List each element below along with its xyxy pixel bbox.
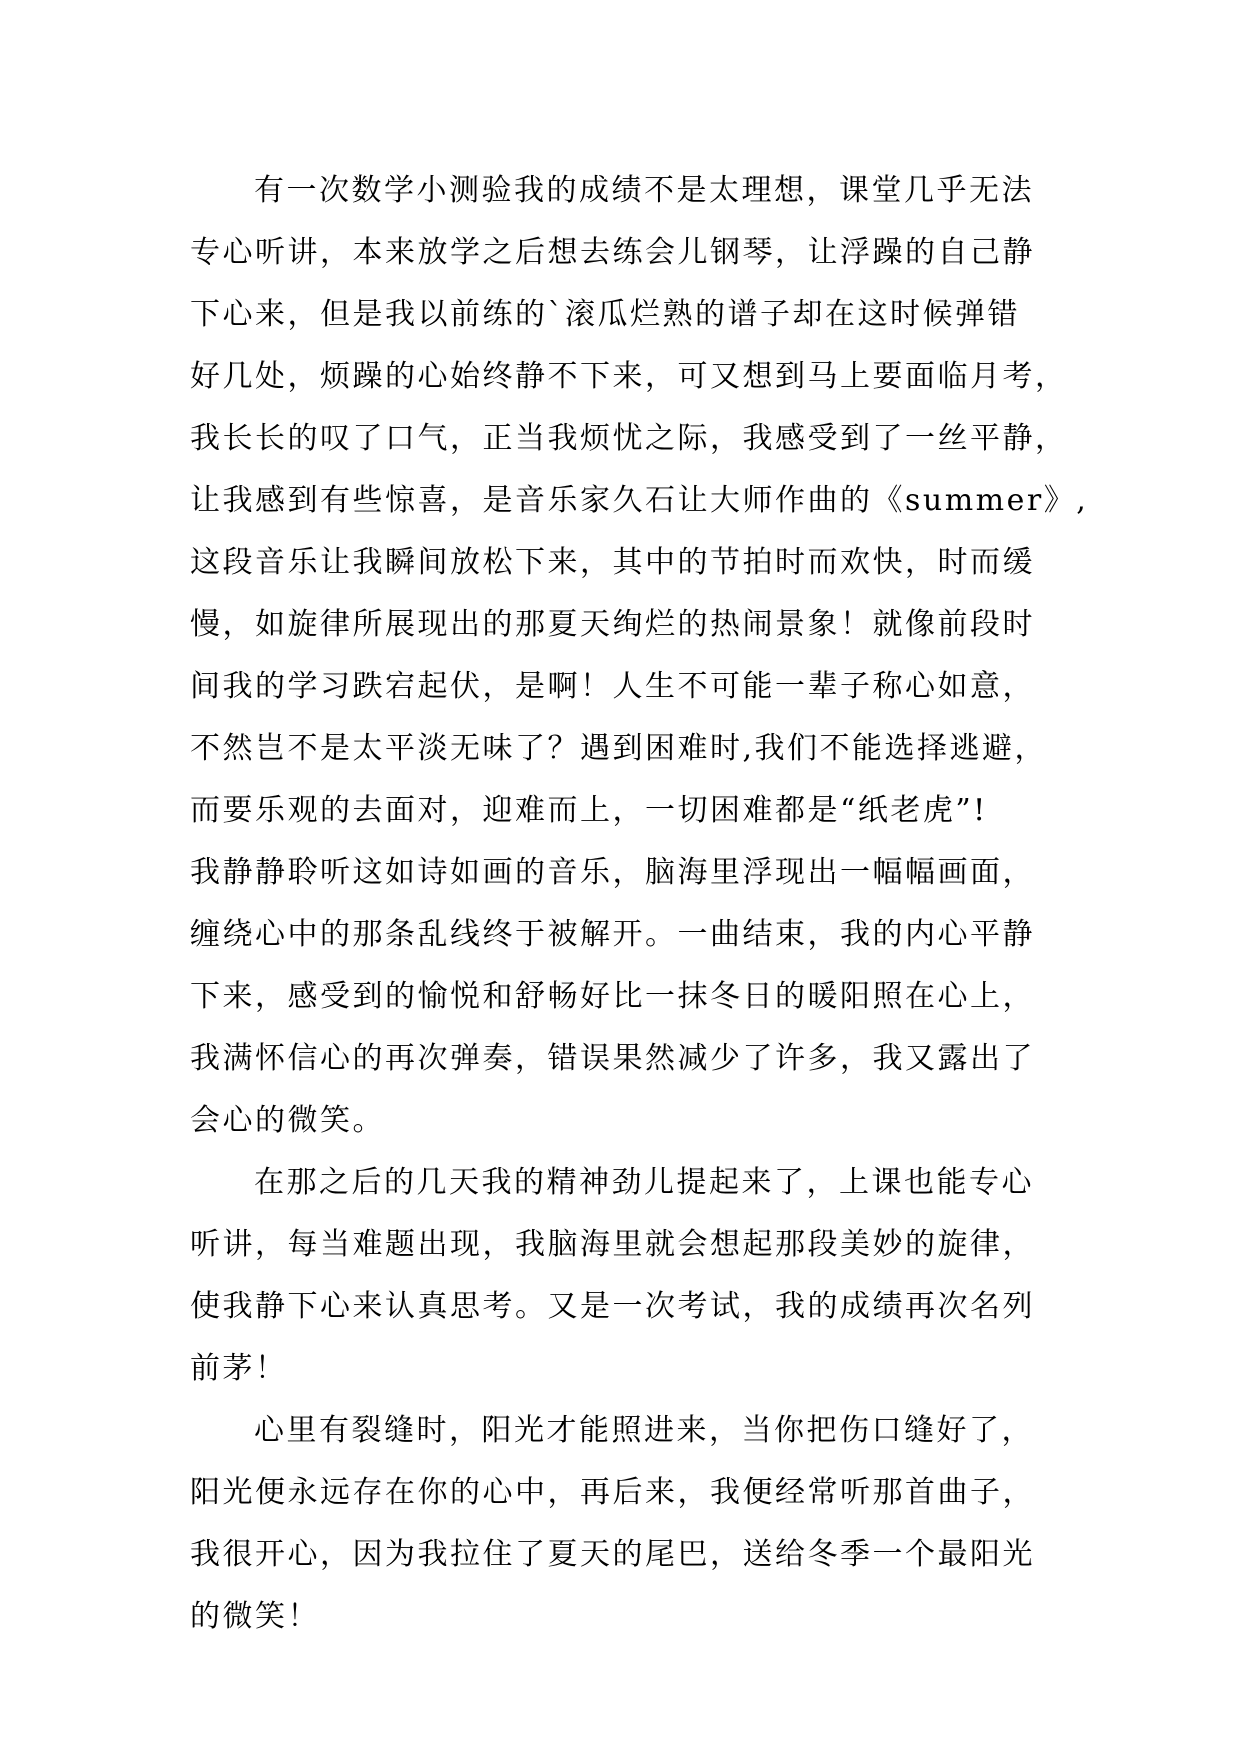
text-line: 有一次数学小测验我的成绩不是太理想，课堂几乎无法 — [254, 173, 1034, 208]
text-line: 我很开心，因为我拉住了夏天的尾巴，送给冬季一个最阳光 — [190, 1537, 1035, 1572]
text-line: 的微笑！ — [190, 1599, 320, 1634]
document-page — [190, 160, 1089, 1648]
paragraph-2 — [190, 1152, 1070, 1400]
text-line: 好几处，烦躁的心始终静不下来，可又想到马上要面临月考， — [190, 359, 1068, 394]
text-line: 阳光便永远存在你的心中，再后来，我便经常听那首曲子， — [190, 1475, 1035, 1510]
text-line: 我满怀信心的再次弹奏，错误果然减少了许多，我又露出了 — [190, 1041, 1035, 1076]
text-line: 慢，如旋律所展现出的那夏天绚烂的热闹景象！就像前段时 — [190, 607, 1035, 642]
text-line: 专心听讲，本来放学之后想去练会儿钢琴，让浮躁的自己静 — [190, 235, 1035, 270]
text-line: 而要乐观的去面对，迎难而上，一切困难都是“纸老虎”! — [190, 793, 988, 828]
text-line: 间我的学习跌宕起伏，是啊！人生不可能一辈子称心如意， — [190, 669, 1035, 704]
text-line: 缠绕心中的那条乱线终于被解开。一曲结束，我的内心平静 — [190, 917, 1035, 952]
paragraph-1 — [190, 160, 1089, 1152]
text-line: 前茅！ — [190, 1351, 288, 1386]
text-line: 心里有裂缝时，阳光才能照进来，当你把伤口缝好了， — [254, 1413, 1034, 1448]
text-line: 这段音乐让我瞬间放松下来，其中的节拍时而欢快，时而缓 — [190, 545, 1035, 580]
text-line: 使我静下心来认真思考。又是一次考试，我的成绩再次名列 — [190, 1289, 1035, 1324]
text-line: 在那之后的几天我的精神劲儿提起来了，上课也能专心 — [254, 1165, 1034, 1200]
text-line: 下来，感受到的愉悦和舒畅好比一抹冬日的暖阳照在心上， — [190, 979, 1035, 1014]
text-line: 我长长的叹了口气，正当我烦忧之际，我感受到了一丝平静， — [190, 421, 1068, 456]
text-line: 听讲，每当难题出现，我脑海里就会想起那段美妙的旋律， — [190, 1227, 1035, 1262]
text-line: 会心的微笑。 — [190, 1103, 385, 1138]
text-line: 不然岂不是太平淡无味了？遇到困难时,我们不能选择逃避， — [190, 731, 1048, 766]
text-line: 下心来，但是我以前练的`滚瓜烂熟的谱子却在这时候弹错 — [190, 297, 1020, 332]
text-line: 我静静聆听这如诗如画的音乐，脑海里浮现出一幅幅画面， — [190, 855, 1035, 890]
text-line: 让我感到有些惊喜，是音乐家久石让大师作曲的《summer》, — [190, 483, 1089, 518]
paragraph-3 — [190, 1400, 1070, 1648]
